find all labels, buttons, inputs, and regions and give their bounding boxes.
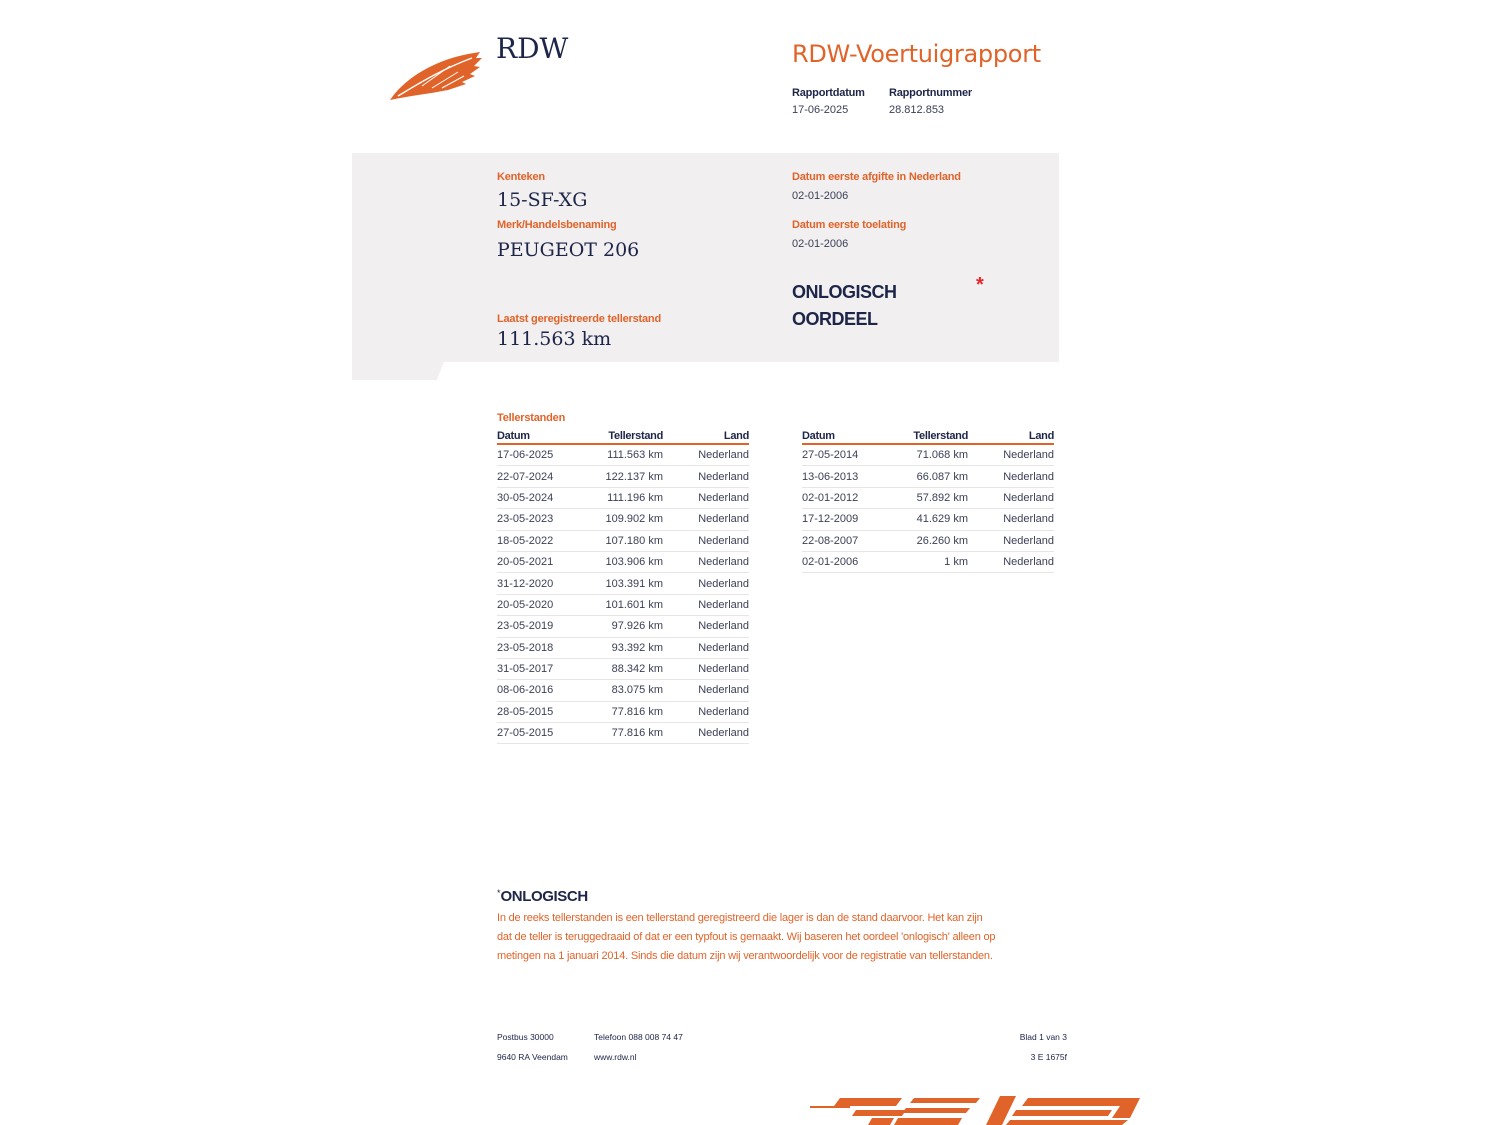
verdict-line2: OORDEEL <box>792 309 878 329</box>
cell-reading: 97.926 km <box>597 616 663 637</box>
cell-country: Nederland <box>663 551 749 572</box>
cell-country: Nederland <box>663 573 749 594</box>
cell-date: 23-05-2018 <box>497 637 597 658</box>
first-issue-nl-label: Datum eerste afgifte in Nederland <box>792 171 961 183</box>
footer-phone: Telefoon 088 008 74 47 <box>594 1032 683 1042</box>
cell-date: 27-05-2014 <box>802 444 902 466</box>
col-country-header: Land <box>663 430 749 444</box>
cell-reading: 101.601 km <box>597 594 663 615</box>
table-row <box>497 701 749 722</box>
cell-country: Nederland <box>663 487 749 508</box>
col-reading-header: Tellerstand <box>597 430 663 444</box>
cell-date: 22-07-2024 <box>497 466 597 487</box>
cell-country: Nederland <box>663 680 749 701</box>
table-header-row <box>802 430 1054 444</box>
cell-date: 31-05-2017 <box>497 658 597 679</box>
brand-name: RDW <box>496 32 569 65</box>
table-row <box>497 487 749 508</box>
table-row <box>497 616 749 637</box>
cell-reading: 77.816 km <box>597 723 663 744</box>
cell-reading: 93.392 km <box>597 637 663 658</box>
cell-reading: 111.196 km <box>597 487 663 508</box>
footer-page-number: Blad 1 van 3 <box>1019 1032 1067 1042</box>
col-date-header: Datum <box>802 430 902 444</box>
cell-country: Nederland <box>968 466 1054 487</box>
table-row <box>802 487 1054 508</box>
report-number: 28.812.853 <box>889 104 945 116</box>
footer-website: www.rdw.nl <box>594 1052 637 1062</box>
odometer-value: 111.563 km <box>497 328 612 350</box>
plate-label: Kenteken <box>497 171 545 183</box>
vehicle-summary-panel <box>352 153 1059 380</box>
verdict-asterisk: * <box>976 274 984 296</box>
cell-date: 02-01-2012 <box>802 487 902 508</box>
readings-section-title: Tellerstanden <box>497 412 566 424</box>
cell-country: Nederland <box>968 509 1054 530</box>
cell-date: 20-05-2021 <box>497 551 597 572</box>
report-date-label: Rapportdatum <box>792 87 865 99</box>
readings-table-right <box>802 430 1054 573</box>
col-date-header: Datum <box>497 430 597 444</box>
cell-reading: 66.087 km <box>902 466 968 487</box>
verdict-line1: ONLOGISCH <box>792 282 897 302</box>
rdw-logo-icon <box>388 48 484 102</box>
cell-date: 30-05-2024 <box>497 487 597 508</box>
cell-reading: 88.342 km <box>597 658 663 679</box>
make-label: Merk/Handelsbenaming <box>497 219 617 231</box>
cell-date: 20-05-2020 <box>497 594 597 615</box>
cell-reading: 122.137 km <box>597 466 663 487</box>
col-reading-header: Tellerstand <box>902 430 968 444</box>
rdw-stripes-icon <box>810 1094 1150 1125</box>
first-admission-label: Datum eerste toelating <box>792 219 907 231</box>
cell-country: Nederland <box>663 637 749 658</box>
footer-po-box: Postbus 30000 <box>497 1032 554 1042</box>
table-row <box>497 680 749 701</box>
cell-reading: 109.902 km <box>597 509 663 530</box>
cell-date: 23-05-2019 <box>497 616 597 637</box>
table-row <box>497 551 749 572</box>
cell-date: 22-08-2007 <box>802 530 902 551</box>
note-heading <box>497 888 588 906</box>
cell-reading: 107.180 km <box>597 530 663 551</box>
readings-table-left <box>497 430 749 744</box>
cell-reading: 71.068 km <box>902 444 968 466</box>
cell-date: 17-06-2025 <box>497 444 597 466</box>
cell-country: Nederland <box>663 594 749 615</box>
table-row <box>802 509 1054 530</box>
cell-reading: 26.260 km <box>902 530 968 551</box>
col-country-header: Land <box>968 430 1054 444</box>
plate-value: 15-SF-XG <box>497 189 588 211</box>
cell-country: Nederland <box>968 487 1054 508</box>
make-value: PEUGEOT 206 <box>497 239 640 261</box>
table-row <box>497 723 749 744</box>
table-header-row <box>497 430 749 444</box>
cell-date: 08-06-2016 <box>497 680 597 701</box>
cell-reading: 1 km <box>902 551 968 572</box>
footer-code: 3 E 1675f <box>1030 1052 1067 1062</box>
cell-country: Nederland <box>968 444 1054 466</box>
cell-country: Nederland <box>663 530 749 551</box>
cell-date: 18-05-2022 <box>497 530 597 551</box>
cell-country: Nederland <box>663 509 749 530</box>
cell-reading: 77.816 km <box>597 701 663 722</box>
first-admission-value: 02-01-2006 <box>792 238 849 250</box>
cell-country: Nederland <box>663 466 749 487</box>
cell-country: Nederland <box>968 551 1054 572</box>
table-row <box>497 530 749 551</box>
cell-date: 31-12-2020 <box>497 573 597 594</box>
table-row <box>802 466 1054 487</box>
cell-reading: 57.892 km <box>902 487 968 508</box>
cell-reading: 103.906 km <box>597 551 663 572</box>
table-row <box>497 466 749 487</box>
table-row <box>802 444 1054 466</box>
table-row <box>497 509 749 530</box>
table-row <box>497 444 749 466</box>
cell-date: 17-12-2009 <box>802 509 902 530</box>
odometer-label: Laatst geregistreerde tellerstand <box>497 313 661 325</box>
report-date: 17-06-2025 <box>792 104 849 116</box>
cell-country: Nederland <box>968 530 1054 551</box>
table-row <box>802 551 1054 572</box>
cell-date: 27-05-2015 <box>497 723 597 744</box>
first-issue-nl-value: 02-01-2006 <box>792 190 849 202</box>
footer-postal: 9640 RA Veendam <box>497 1052 568 1062</box>
table-row <box>497 594 749 615</box>
note-line-2: dat de teller is teruggedraaid of dat er een typfout is gemaakt. Wij baseren het oordeel 'onlogisch' alleen op <box>497 931 996 943</box>
note-line-3: metingen na 1 januari 2014. Sinds die datum zijn wij verantwoordelijk voor de registratie van tellerstanden. <box>497 950 993 962</box>
report-number-label: Rapportnummer <box>889 87 972 99</box>
cell-date: 02-01-2006 <box>802 551 902 572</box>
cell-date: 23-05-2023 <box>497 509 597 530</box>
cell-date: 28-05-2015 <box>497 701 597 722</box>
cell-country: Nederland <box>663 701 749 722</box>
report-title: RDW-Voertuigrapport <box>792 40 1041 68</box>
cell-country: Nederland <box>663 616 749 637</box>
note-asterisk: * <box>497 888 501 898</box>
cell-country: Nederland <box>663 658 749 679</box>
table-row <box>497 573 749 594</box>
table-row <box>802 530 1054 551</box>
cell-country: Nederland <box>663 444 749 466</box>
cell-reading: 111.563 km <box>597 444 663 466</box>
cell-date: 13-06-2013 <box>802 466 902 487</box>
note-line-1: In de reeks tellerstanden is een tellerstand geregistreerd die lager is dan de stand daarvoor. Het kan zijn <box>497 912 983 924</box>
cell-reading: 83.075 km <box>597 680 663 701</box>
note-title: ONLOGISCH <box>500 888 588 905</box>
cell-country: Nederland <box>663 723 749 744</box>
cell-reading: 103.391 km <box>597 573 663 594</box>
cell-reading: 41.629 km <box>902 509 968 530</box>
table-row <box>497 637 749 658</box>
table-row <box>497 658 749 679</box>
